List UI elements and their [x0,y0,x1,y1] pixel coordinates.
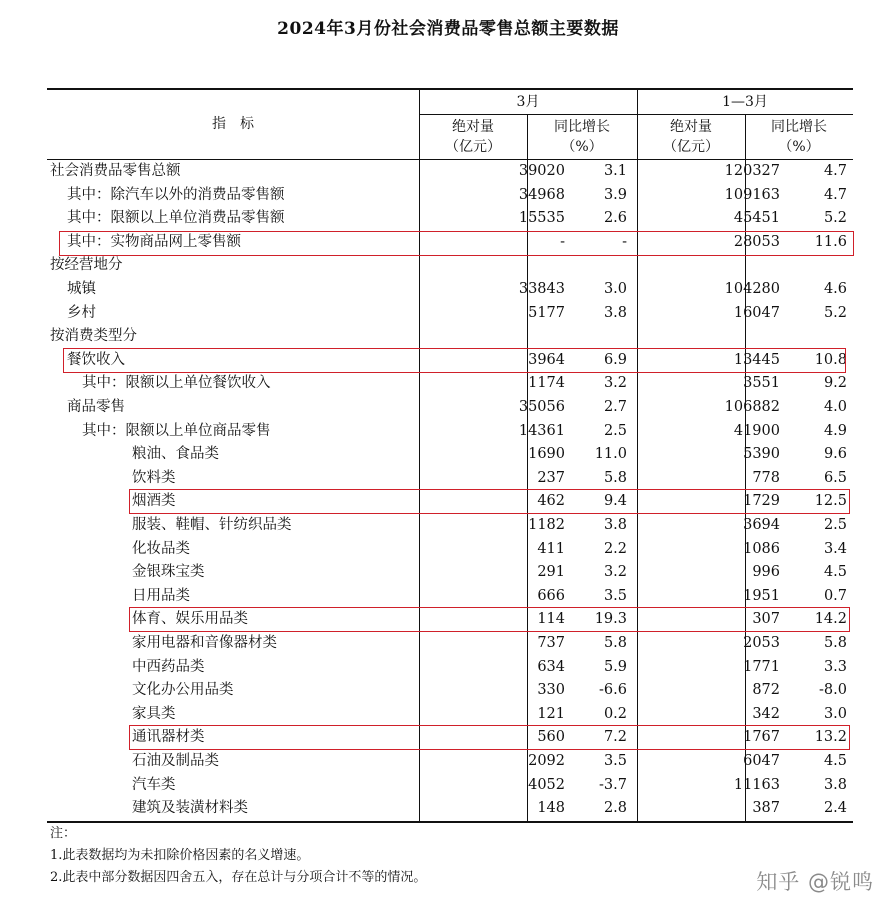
q1-yoy-value: 9.6 [823,446,847,463]
table-row [47,302,853,326]
abs-unit: （亿元） [445,139,501,155]
q1-abs-value: 3551 [743,375,780,392]
table-row [47,561,853,585]
q1-abs-value: 45451 [733,210,780,227]
abs-label: 绝对量 [452,119,494,135]
march-abs-value: 148 [537,800,565,817]
march-yoy-value: 3.5 [603,587,627,604]
march-yoy-value: 11.0 [594,446,627,463]
march-yoy-value: 2.8 [603,800,627,817]
row-label: 其中：限额以上单位商品零售 [82,422,271,439]
march-yoy-value: 0.2 [603,705,627,722]
march-yoy-value: 3.2 [603,375,627,392]
march-abs-value: 114 [537,611,565,628]
note-1: 1.此表数据均为未扣除价格因素的名义增速。 [50,848,310,863]
row-label: 乡村 [67,304,96,321]
q1-abs-value: 28053 [733,233,780,250]
q1-yoy-value: 12.5 [814,493,847,510]
march-yoy-value: 3.0 [603,281,627,297]
march-yoy-value: 3.8 [603,517,627,533]
march-yoy-value: 3.1 [603,163,627,179]
q1-yoy-value: 0.7 [823,587,847,604]
q1-abs-value: 872 [752,682,780,699]
yoy-label: 同比增长 [771,119,827,135]
q1-yoy-value: 3.8 [823,776,847,793]
q1-yoy-value: 2.4 [823,800,847,817]
march-yoy-value: -3.7 [599,776,627,793]
march-abs-value: 330 [537,682,565,699]
highlight-box-online-retail [59,231,854,256]
row-label: 中西药品类 [132,658,205,675]
row-label: 烟酒类 [132,493,176,510]
row-label: 文化办公用品类 [132,682,234,699]
march-yoy-value: 3.8 [603,304,627,321]
note-2: 2.此表中部分数据因四舍五入，存在总计与分项合计不等的情况。 [50,870,427,885]
q1-abs-value: 387 [752,800,780,817]
row-label: 商品零售 [67,399,125,415]
row-label: 石油及制品类 [132,753,219,769]
q1-abs-value: 104280 [724,281,780,297]
table-row [47,160,853,184]
march-yoy-value: 6.9 [603,351,627,368]
q1-yoy-value: 4.7 [823,186,847,203]
march-abs-value: 121 [537,705,565,722]
table-row [47,679,853,703]
highlight-box-communication [129,725,850,750]
q1-abs-value: 1086 [743,540,780,557]
q1-abs-value: 106882 [724,399,780,415]
highlight-box-catering [63,348,846,373]
row-label: 饮料类 [132,469,176,486]
row-label: 服装、鞋帽、针纺织品类 [132,517,292,533]
notes [50,823,426,889]
q1-yoy-value: 5.2 [823,304,847,321]
yoy-label: 同比增长 [554,119,610,135]
march-abs-value: 39020 [518,163,565,179]
row-label: 家具类 [132,705,176,722]
highlight-box-tobacco-liquor [129,489,850,514]
q1-abs-value: 41900 [733,422,780,439]
q1-abs-value: 11163 [733,776,780,793]
table-row [47,514,853,538]
row-label: 化妆品类 [132,540,190,557]
yoy-unit: （%） [561,139,603,155]
table-row [47,420,853,444]
march-abs-value: 560 [537,729,565,746]
q1-abs-value: 307 [752,611,780,628]
march-abs-value: 15535 [518,210,565,227]
march-yoy-value: 9.4 [603,493,627,510]
march-yoy-value: 5.8 [603,635,627,651]
table-row [47,372,853,396]
q1-abs-value: 120327 [724,163,780,179]
q1-yoy-value: 6.5 [823,469,847,486]
indicator-header: 指 标 [212,116,254,132]
march-abs-value: 1182 [528,517,565,533]
q1-yoy-value: 11.6 [814,233,847,250]
march-abs-value: 3964 [528,351,565,368]
q1-yoy-value: 4.7 [823,163,847,179]
table-row [47,467,853,491]
march-abs-header [419,117,527,157]
q1-abs-value: 1951 [743,587,780,604]
table-row [47,585,853,609]
march-yoy-value: 2.6 [603,210,627,227]
table-row [47,325,853,349]
q1-yoy-value: 3.0 [823,705,847,722]
march-yoy-value: 5.9 [603,658,627,675]
march-abs-value: 4052 [528,776,565,793]
q1-abs-value: 1767 [743,729,780,746]
q1-abs-value: 2053 [743,635,780,651]
march-header: 3月 [516,94,540,110]
table-row [47,538,853,562]
q1-yoy-value: 5.8 [823,635,847,651]
row-label: 汽车类 [132,776,176,793]
march-abs-value: 33843 [518,281,565,297]
q1-yoy-value: 10.8 [814,351,847,368]
row-label: 其中：实物商品网上零售额 [67,233,241,250]
q1-yoy-value: 3.4 [823,540,847,557]
q1-yoy-value: 4.5 [823,564,847,581]
abs-label: 绝对量 [670,119,712,135]
table-row [47,750,853,774]
table-row [47,254,853,278]
march-abs-value: 237 [537,469,565,486]
march-yoy-value: 7.2 [603,729,627,746]
q1-abs-value: 3694 [743,517,780,533]
table-row [47,396,853,420]
march-abs-value: 35056 [518,399,565,415]
table-row [47,656,853,680]
q1-yoy-value: 9.2 [823,375,847,392]
row-label: 建筑及装潢材料类 [132,800,248,817]
q1-abs-value: 109163 [724,186,780,203]
march-yoy-value: - [622,233,627,250]
row-label: 其中：限额以上单位消费品零售额 [67,210,285,227]
table-row [47,278,853,302]
table-title: 2024年3月份社会消费品零售总额主要数据 [277,19,619,39]
q1-yoy-value: 5.2 [823,210,847,227]
q1-yoy-header [745,117,853,157]
march-abs-value: 291 [537,564,565,581]
q1-abs-header [637,117,745,157]
table-row [47,797,853,821]
row-label: 其中：限额以上单位餐饮收入 [82,375,271,392]
march-abs-value: 737 [537,635,565,651]
q1-abs-value: 16047 [733,304,780,321]
q1-abs-value: 996 [752,564,780,581]
march-yoy-header [527,117,637,157]
q1-abs-value: 13445 [733,351,780,368]
march-abs-value: 5177 [528,304,565,321]
q1-abs-value: 6047 [743,753,780,769]
q1-yoy-value: 13.2 [814,729,847,746]
table-top-rule [47,88,853,90]
march-abs-value: - [560,233,565,250]
q1-yoy-value: 4.5 [823,753,847,769]
q1-yoy-value: 4.0 [823,399,847,415]
march-yoy-value: 3.5 [603,753,627,769]
q1-yoy-value: -8.0 [819,682,847,699]
march-yoy-value: 3.9 [603,186,627,203]
row-label: 体育、娱乐用品类 [132,611,248,628]
row-label: 按消费类型分 [50,328,137,345]
row-label: 城镇 [67,281,96,297]
march-abs-value: 666 [537,587,565,604]
q1-abs-value: 778 [752,469,780,486]
march-yoy-value: 2.5 [603,422,627,439]
row-label: 社会消费品零售总额 [50,163,181,179]
notes-heading: 注： [50,826,77,841]
q1-abs-value: 5390 [743,446,780,463]
row-label: 通讯器材类 [132,729,205,746]
march-abs-value: 2092 [528,753,565,769]
row-label: 按经营地分 [50,257,123,274]
march-abs-value: 1174 [528,375,565,392]
table-row [47,774,853,798]
row-label: 餐饮收入 [67,351,125,368]
row-label: 金银珠宝类 [132,564,205,581]
march-abs-value: 34968 [518,186,565,203]
table-row [47,184,853,208]
q1-yoy-value: 4.6 [823,281,847,297]
q1-abs-value: 1729 [743,493,780,510]
march-abs-value: 411 [537,540,565,557]
q1-yoy-value: 2.5 [823,517,847,533]
march-yoy-value: 2.7 [603,399,627,415]
table-row [47,703,853,727]
row-label: 其中：除汽车以外的消费品零售额 [67,186,285,203]
march-abs-value: 462 [537,493,565,510]
march-yoy-value: 3.2 [603,564,627,581]
q1-abs-value: 1771 [743,658,780,675]
table-row [47,632,853,656]
q1-yoy-value: 14.2 [814,611,847,628]
q1-header: 1—3月 [722,94,768,110]
march-yoy-value: -6.6 [599,682,627,699]
highlight-box-sports-entertainment [129,607,850,632]
march-yoy-value: 5.8 [603,469,627,486]
row-label: 日用品类 [132,587,190,604]
march-abs-value: 1690 [528,446,565,463]
period-divider-rule [419,114,853,115]
table-row [47,443,853,467]
row-label: 家用电器和音像器材类 [132,635,277,651]
yoy-unit: （%） [778,139,820,155]
q1-yoy-value: 3.3 [823,658,847,675]
table-row [47,207,853,231]
march-abs-value: 634 [537,658,565,675]
abs-unit: （亿元） [663,139,719,155]
q1-abs-value: 342 [752,705,780,722]
q1-yoy-value: 4.9 [823,422,847,439]
march-yoy-value: 2.2 [603,540,627,557]
march-yoy-value: 19.3 [594,611,627,628]
row-label: 粮油、食品类 [132,446,219,463]
watermark: 知乎 @锐鸣 [756,870,874,894]
march-abs-value: 14361 [518,422,565,439]
